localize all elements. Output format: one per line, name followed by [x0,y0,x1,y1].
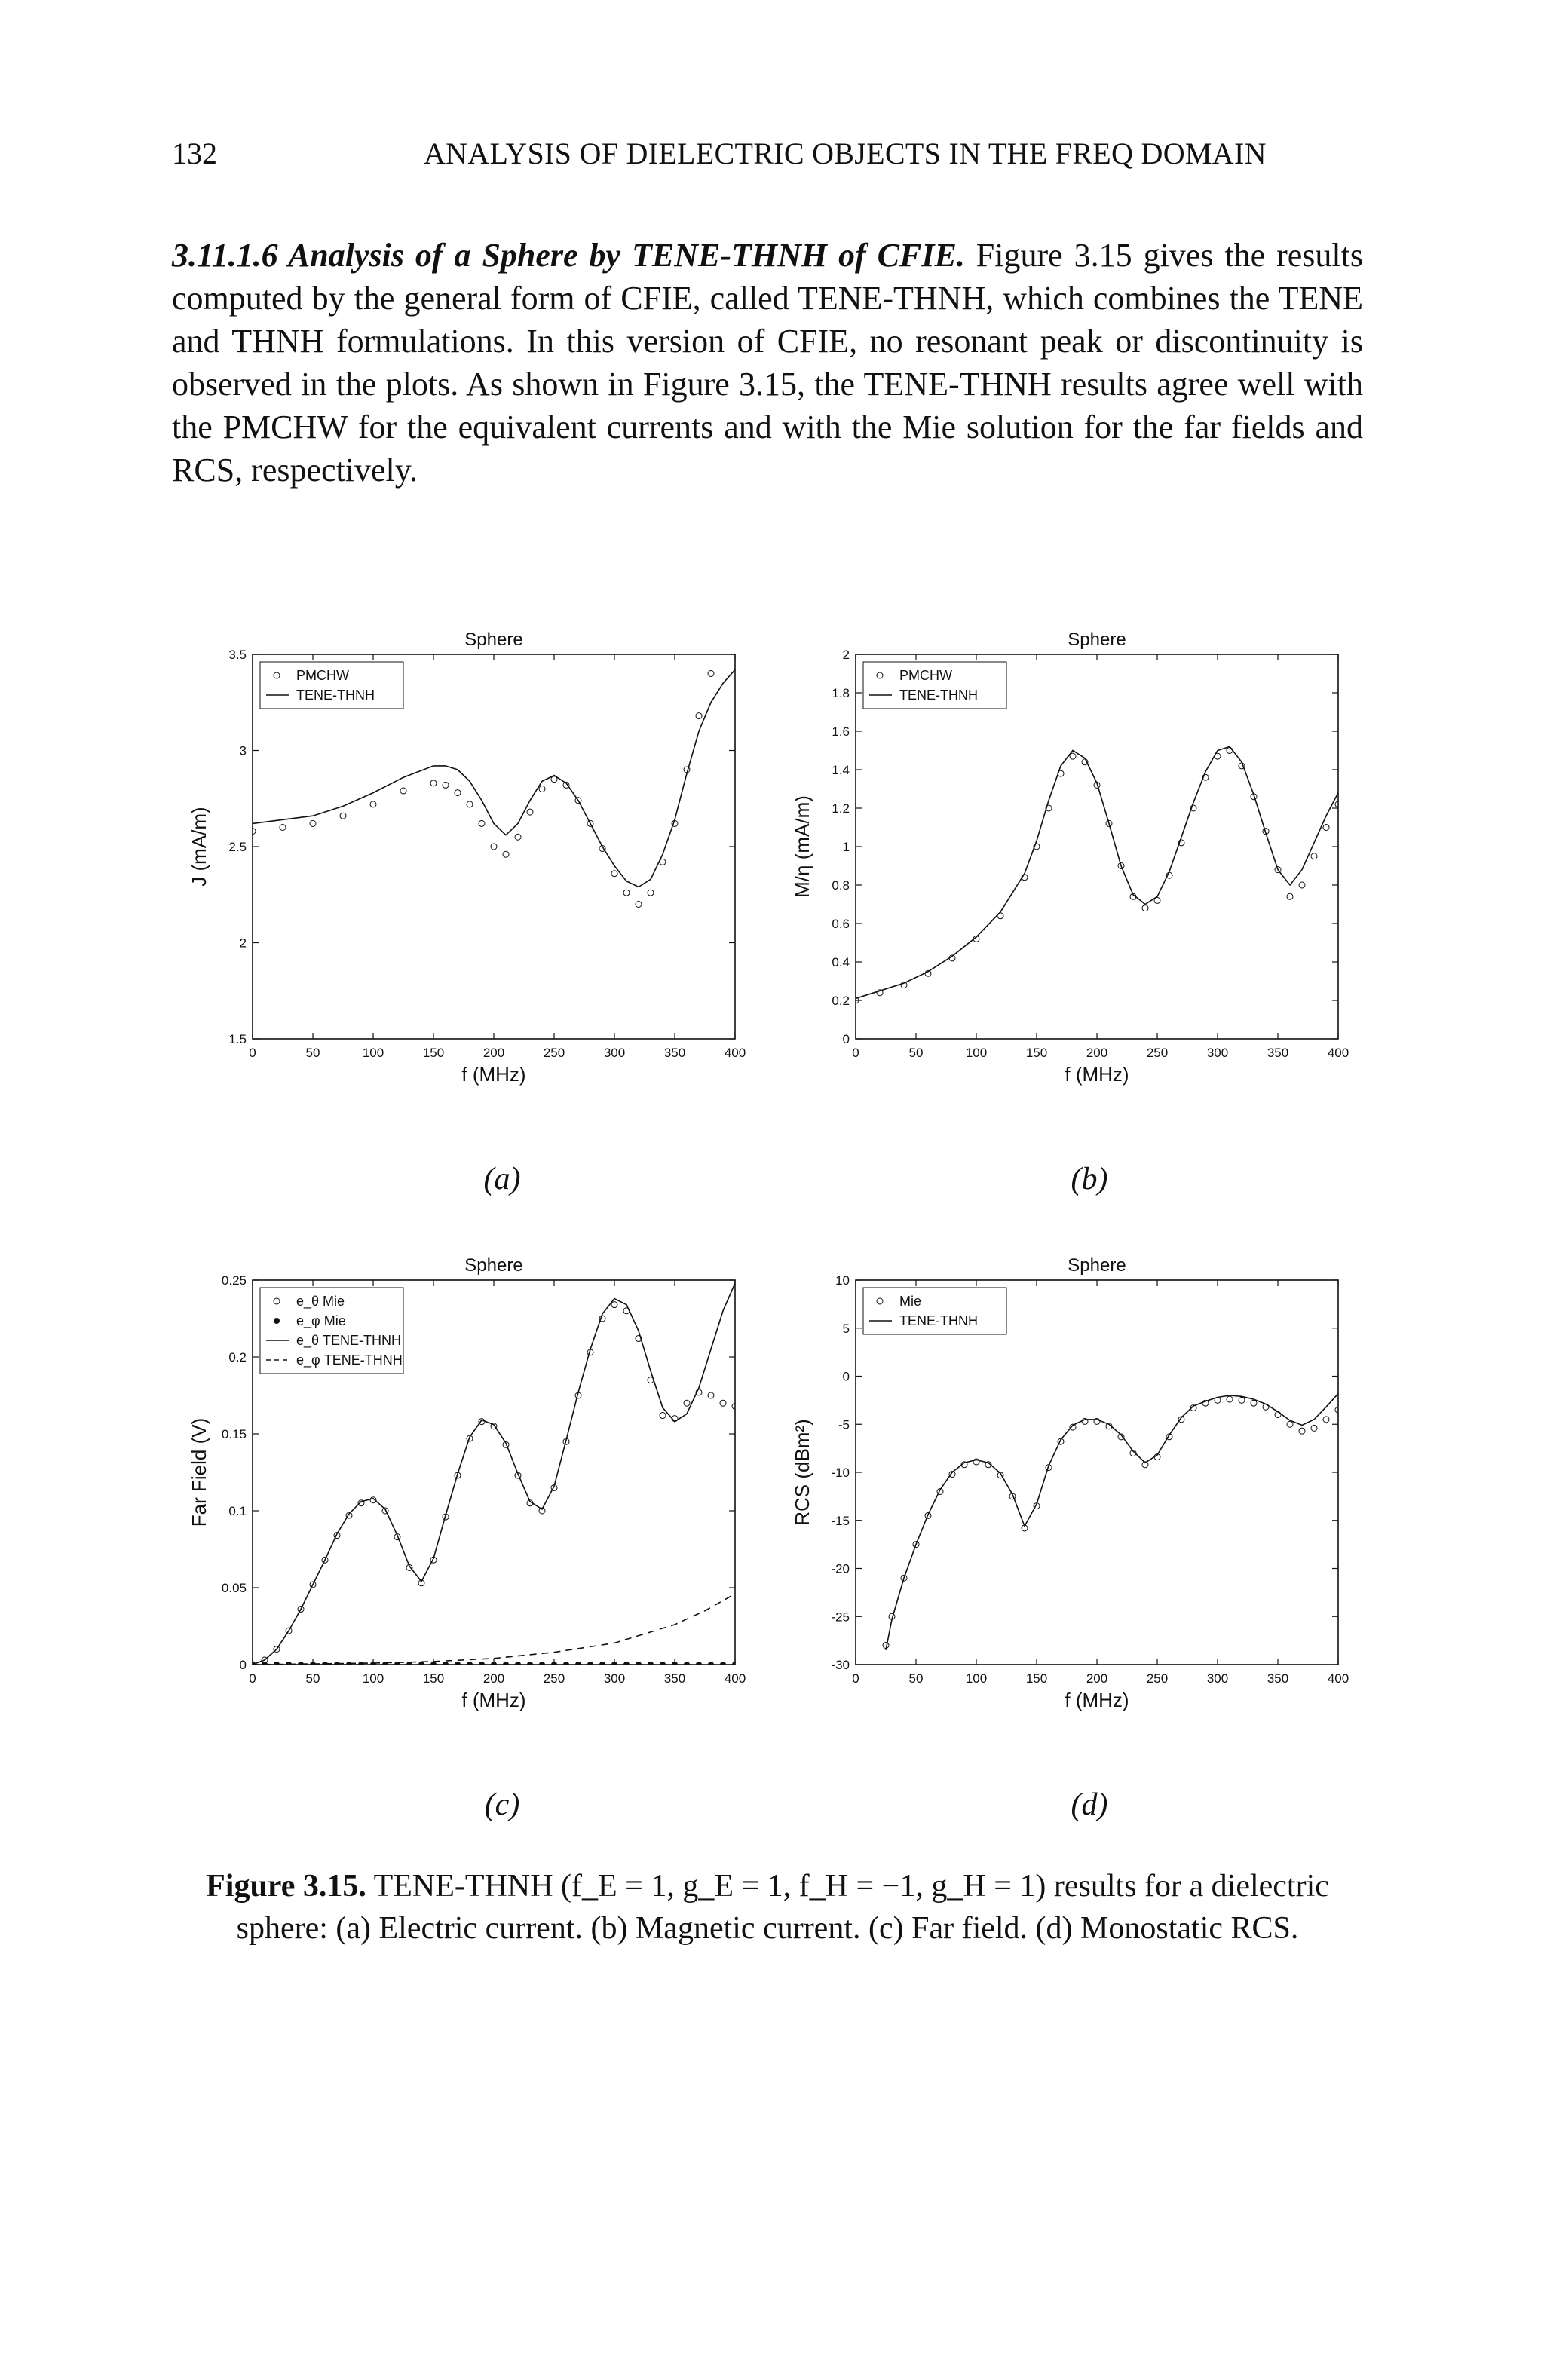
y-tick-label: 0.15 [221,1427,247,1441]
data-point [491,844,497,850]
data-point [340,813,346,819]
legend-label: TENE-THNH [899,688,978,703]
x-tick-label: 0 [852,1671,859,1686]
data-point-filled [322,1662,328,1668]
data-point-filled [539,1662,545,1668]
data-point [1323,825,1329,831]
y-tick-label: 0 [842,1032,850,1046]
x-axis-label: f (MHz) [1065,1689,1129,1711]
x-tick-label: 150 [1025,1046,1048,1060]
x-tick-label: 150 [422,1046,445,1060]
data-point [611,1302,617,1308]
x-tick-label: 250 [543,1046,565,1060]
legend-label: e_θ Mie [296,1294,345,1309]
page-number: 132 [172,136,217,170]
data-point [1251,1400,1257,1406]
y-tick-label: 0.8 [832,878,850,893]
page-header [172,136,1363,181]
data-point [1142,905,1148,911]
sublabel-b: (b) [1071,1162,1108,1196]
x-tick-label: 300 [603,1046,626,1060]
data-point-filled [515,1662,521,1668]
data-point [720,1400,726,1406]
data-point-filled [491,1662,497,1668]
plot-d [777,1244,1380,1772]
y-tick-label: -25 [831,1610,850,1625]
section-heading: 3.11.1.6 Analysis of a Sphere by TENE-THNH of CFIE. [172,237,965,274]
legend-label: PMCHW [899,668,952,683]
plot-title: Sphere [1068,1255,1126,1276]
y-tick-label: 0 [842,1369,850,1384]
data-point [515,834,521,840]
x-tick-label: 200 [482,1671,505,1686]
x-tick-label: 250 [1146,1671,1169,1686]
x-tick-label: 0 [249,1671,256,1686]
y-tick-label: 10 [835,1273,850,1288]
data-point [539,786,545,792]
data-point-filled [684,1662,690,1668]
x-tick-label: 150 [1025,1671,1048,1686]
x-tick-label: 300 [1206,1046,1229,1060]
x-axis-label: f (MHz) [461,1063,526,1086]
x-tick-label: 400 [724,1046,746,1060]
data-point-filled [551,1662,557,1668]
data-point-filled [503,1662,509,1668]
caption-label: Figure 3.15. [206,1869,366,1904]
y-tick-label: 1.8 [832,686,850,700]
data-point [1311,1425,1317,1431]
data-point-filled [648,1662,654,1668]
x-tick-label: 50 [305,1671,320,1686]
plot-c [173,1244,777,1772]
data-point [648,890,654,896]
data-point [467,801,473,807]
data-point-filled [599,1662,605,1668]
data-point [1311,853,1317,859]
data-point [280,825,286,831]
data-point [684,1400,690,1406]
running-head: ANALYSIS OF DIELECTRIC OBJECTS IN THE FREQ DOMAIN [424,136,1267,170]
data-point [455,790,461,796]
plot-b [777,618,1380,1146]
plot-frame [856,654,1338,1039]
y-axis-label: J (mA/m) [188,807,210,887]
data-point-filled [720,1662,726,1668]
y-tick-label: 0.6 [832,917,850,931]
y-tick-label: 2.5 [228,840,247,854]
plot-frame [253,654,735,1039]
section-paragraph [172,234,1363,492]
y-tick-label: 2 [842,648,850,662]
y-tick-label: 0.2 [228,1350,247,1365]
legend-label: e_θ TENE-THNH [296,1333,402,1348]
data-point [1323,1417,1329,1423]
data-point [479,820,485,826]
x-tick-label: 0 [852,1046,859,1060]
data-point [1287,1421,1293,1427]
data-point-filled [334,1662,340,1668]
y-tick-label: 0.05 [221,1581,247,1595]
data-point-filled [672,1662,678,1668]
y-tick-label: -10 [831,1466,850,1480]
plot-title: Sphere [464,1255,523,1276]
x-tick-label: 50 [908,1671,924,1686]
sublabel-d: (d) [1071,1787,1108,1822]
x-tick-label: 400 [1327,1671,1349,1686]
plot-title: Sphere [464,629,523,650]
data-point-filled [527,1662,533,1668]
data-point [708,671,714,677]
data-point-filled [358,1662,364,1668]
x-axis-label: f (MHz) [1065,1063,1129,1086]
x-tick-label: 100 [965,1046,988,1060]
plot-area [883,1394,1341,1650]
data-point [636,902,642,908]
data-point [1239,1397,1245,1403]
data-point-filled [346,1662,352,1668]
data-point [623,890,630,896]
y-tick-label: 0.25 [221,1273,247,1288]
x-tick-label: 400 [724,1671,746,1686]
x-tick-label: 250 [543,1671,565,1686]
y-tick-label: -30 [831,1658,850,1672]
x-tick-label: 200 [1086,1671,1108,1686]
data-point-filled [443,1662,449,1668]
legend-label: e_φ Mie [296,1313,346,1328]
data-point [443,782,449,788]
x-tick-label: 150 [422,1671,445,1686]
data-point-filled [611,1662,617,1668]
data-point-filled [623,1662,630,1668]
data-point [310,820,316,826]
plot-area [853,746,1341,1003]
x-tick-label: 300 [603,1671,626,1686]
x-tick-label: 350 [1267,1671,1289,1686]
y-tick-label: 5 [842,1321,850,1336]
caption-text: TENE-THNH (f_E = 1, g_E = 1, f_H = −1, g_H = 1) results for a dielectric sphere: (a) Electric current. (b) Magnetic current. (c) Far field. (d) Monostatic RCS. [236,1869,1329,1946]
legend-label: e_φ TENE-THNH [296,1352,403,1368]
sublabel-c: (c) [484,1787,520,1822]
x-tick-label: 100 [362,1046,384,1060]
sublabel-a: (a) [483,1162,521,1196]
data-point-filled [298,1662,304,1668]
legend-label: TENE-THNH [899,1313,978,1328]
data-point [732,617,738,623]
data-point-filled [708,1662,714,1668]
x-tick-label: 100 [362,1671,384,1686]
series-line [886,1394,1338,1650]
data-point-filled [418,1662,424,1668]
plot-frame [856,1280,1338,1665]
x-tick-label: 350 [663,1046,686,1060]
x-tick-label: 50 [305,1046,320,1060]
x-tick-label: 100 [965,1671,988,1686]
data-point [720,642,726,648]
series-line [253,1594,735,1665]
data-point [1299,882,1305,888]
data-point [1227,1396,1233,1402]
data-point-filled [430,1662,437,1668]
data-point-filled [467,1662,473,1668]
figure-caption [172,1865,1363,1950]
y-tick-label: -5 [838,1417,850,1432]
data-point [696,713,702,719]
y-tick-label: 3.5 [228,648,247,662]
data-point [1299,1428,1305,1434]
data-point [660,1413,666,1419]
y-tick-label: 3 [239,743,247,758]
x-tick-label: 200 [482,1046,505,1060]
x-tick-label: 200 [1086,1046,1108,1060]
legend-marker [274,1318,280,1324]
y-tick-label: 1.4 [832,763,850,777]
x-tick-label: 250 [1146,1046,1169,1060]
y-tick-label: 1.5 [228,1032,247,1046]
x-tick-label: 300 [1206,1671,1229,1686]
data-point-filled [479,1662,485,1668]
x-tick-label: 400 [1327,1046,1349,1060]
x-tick-label: 350 [1267,1046,1289,1060]
y-axis-label: Far Field (V) [188,1417,210,1527]
y-tick-label: 1.6 [832,724,850,739]
legend-label: TENE-THNH [296,688,375,703]
y-axis-label: M/η (mA/m) [791,795,813,898]
section-body: Figure 3.15 gives the results computed by the general form of CFIE, called TENE-THNH, which combines the TENE and THNH formulations. In this version of CFIE, no resonant peak or discontinuity is observed in the plots. As shown in Figure 3.15, the TENE-THNH results agree well with the PMCHW for the equivalent currents and with the Mie solution for the far fields and RCS, respectively. [172,237,1363,489]
data-point [370,801,376,807]
data-point-filled [563,1662,569,1668]
data-point-filled [696,1662,702,1668]
x-axis-label: f (MHz) [461,1689,526,1711]
x-tick-label: 50 [908,1046,924,1060]
y-tick-label: -15 [831,1513,850,1528]
y-tick-label: 0.4 [832,955,850,969]
data-point-filled [575,1662,581,1668]
series-line [856,746,1338,998]
data-point [503,851,509,857]
y-tick-label: 1.2 [832,801,850,816]
y-tick-label: 2 [239,936,247,951]
data-point [708,1392,714,1398]
y-tick-label: 0 [239,1658,247,1672]
data-point-filled [587,1662,593,1668]
y-tick-label: 0.1 [228,1504,247,1518]
data-point-filled [660,1662,666,1668]
data-point [527,809,533,815]
legend-label: Mie [899,1294,922,1309]
data-point-filled [455,1662,461,1668]
plot-title: Sphere [1068,629,1126,650]
data-point [1287,893,1293,899]
y-tick-label: 0.2 [832,994,850,1008]
y-tick-label: 1 [842,840,850,854]
data-point [430,780,437,786]
y-tick-label: -20 [831,1561,850,1576]
x-tick-label: 350 [663,1671,686,1686]
data-point [1275,1412,1281,1418]
x-tick-label: 0 [249,1046,256,1060]
legend-label: PMCHW [296,668,349,683]
y-axis-label: RCS (dBm²) [791,1419,813,1526]
data-point-filled [310,1662,316,1668]
data-point [611,871,617,877]
data-point [400,788,406,794]
data-point-filled [732,1662,738,1668]
data-point-filled [636,1662,642,1668]
plot-a [173,618,777,1146]
